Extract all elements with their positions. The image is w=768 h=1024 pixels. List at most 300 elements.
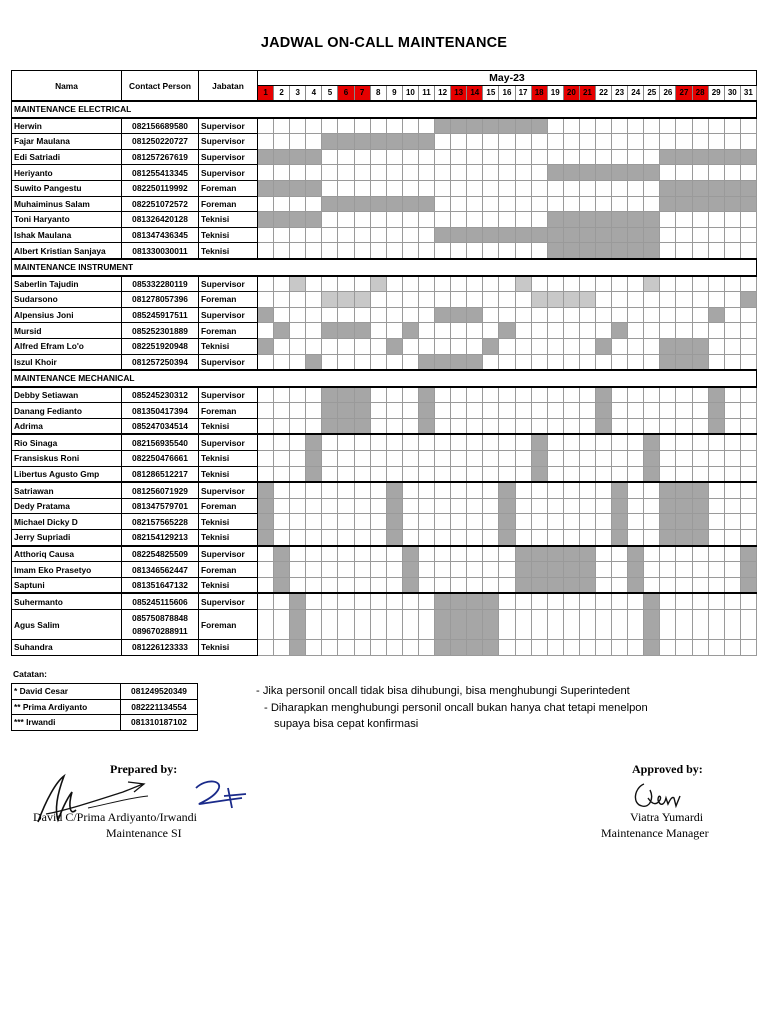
day-cell xyxy=(483,180,499,196)
personnel-phone xyxy=(122,434,199,450)
oncall-cell xyxy=(644,276,660,292)
day-cell xyxy=(692,227,708,243)
day-cell xyxy=(354,466,370,482)
oncall-cell xyxy=(467,640,483,656)
day-cell xyxy=(370,149,386,165)
oncall-cell xyxy=(274,180,290,196)
oncall-cell xyxy=(258,530,274,546)
day-cell xyxy=(418,530,434,546)
oncall-cell xyxy=(418,418,434,434)
day-cell xyxy=(290,514,306,530)
day-cell xyxy=(676,403,692,419)
day-cell xyxy=(515,466,531,482)
day-cell xyxy=(274,482,290,498)
day-cell xyxy=(402,118,418,134)
day-cell xyxy=(306,118,322,134)
day-cell xyxy=(628,514,644,530)
day-cell xyxy=(515,212,531,228)
day-cell xyxy=(547,466,563,482)
day-cell xyxy=(483,196,499,212)
oncall-cell xyxy=(692,498,708,514)
phone-number: 085245230312 xyxy=(132,389,188,400)
day-cell xyxy=(435,418,451,434)
personnel-phone xyxy=(122,640,199,656)
oncall-cell xyxy=(354,323,370,339)
personnel-row xyxy=(12,466,757,482)
day-cell xyxy=(724,118,740,134)
day-cell xyxy=(451,387,467,403)
personnel-row xyxy=(12,118,757,134)
personnel-role: Teknisi xyxy=(199,451,258,467)
day-cell xyxy=(258,227,274,243)
personnel-row xyxy=(12,434,757,450)
day-cell xyxy=(274,418,290,434)
oncall-cell xyxy=(595,165,611,181)
escalation-contact-row xyxy=(12,715,198,731)
oncall-cell xyxy=(628,546,644,562)
day-cell xyxy=(628,593,644,609)
personnel-role: Supervisor xyxy=(199,354,258,370)
oncall-cell xyxy=(354,134,370,150)
day-cell xyxy=(660,546,676,562)
personnel-name: Fajar Maulana xyxy=(12,134,122,150)
personnel-role: Supervisor xyxy=(199,482,258,498)
personnel-role: Teknisi xyxy=(199,466,258,482)
day-cell xyxy=(531,212,547,228)
day-cell xyxy=(451,212,467,228)
oncall-cell xyxy=(418,354,434,370)
day-cell xyxy=(322,451,338,467)
personnel-row xyxy=(12,227,757,243)
oncall-cell xyxy=(547,165,563,181)
day-cell xyxy=(370,482,386,498)
personnel-name: Muhaiminus Salam xyxy=(12,196,122,212)
day-cell xyxy=(467,418,483,434)
header-contact: Contact Person xyxy=(122,71,199,102)
day-cell xyxy=(579,276,595,292)
day-cell xyxy=(290,118,306,134)
day-cell xyxy=(708,482,724,498)
personnel-phone xyxy=(122,451,199,467)
day-cell xyxy=(499,610,515,640)
phone-number: 085247034514 xyxy=(132,421,188,432)
day-cell xyxy=(290,451,306,467)
header-jabatan: Jabatan xyxy=(199,71,258,102)
day-cell xyxy=(258,610,274,640)
section-row xyxy=(12,259,757,276)
oncall-cell xyxy=(676,180,692,196)
remark-2: - Diharapkan menghubungi personil oncall bukan hanya chat tetapi menelpon xyxy=(264,701,648,714)
day-cell xyxy=(483,149,499,165)
day-cell xyxy=(595,149,611,165)
oncall-cell xyxy=(676,149,692,165)
oncall-cell xyxy=(435,610,451,640)
personnel-name: Rio Sinaga xyxy=(12,434,122,450)
oncall-cell xyxy=(595,403,611,419)
day-cell xyxy=(628,640,644,656)
personnel-phone xyxy=(122,118,199,134)
oncall-cell xyxy=(322,403,338,419)
day-cell xyxy=(258,434,274,450)
day-cell xyxy=(386,593,402,609)
day-cell xyxy=(451,418,467,434)
day-cell xyxy=(322,307,338,323)
phone-number: 081278057396 xyxy=(132,294,188,305)
oncall-cell xyxy=(274,562,290,578)
oncall-cell xyxy=(467,354,483,370)
oncall-cell xyxy=(660,498,676,514)
day-cell xyxy=(274,498,290,514)
oncall-cell xyxy=(708,180,724,196)
day-cell xyxy=(579,180,595,196)
oncall-cell xyxy=(451,118,467,134)
day-cell xyxy=(724,498,740,514)
personnel-name: Danang Fedianto xyxy=(12,403,122,419)
oncall-cell xyxy=(467,593,483,609)
day-cell xyxy=(483,165,499,181)
day-cell xyxy=(499,243,515,259)
day-cell xyxy=(418,451,434,467)
day-cell xyxy=(418,307,434,323)
day-cell xyxy=(692,451,708,467)
oncall-cell xyxy=(531,466,547,482)
day-cell xyxy=(467,403,483,419)
day-cell xyxy=(306,562,322,578)
day-cell xyxy=(579,134,595,150)
personnel-row xyxy=(12,451,757,467)
day-cell xyxy=(579,593,595,609)
day-cell xyxy=(338,593,354,609)
day-cell xyxy=(612,577,628,593)
oncall-cell xyxy=(435,307,451,323)
day-cell xyxy=(531,243,547,259)
personnel-row xyxy=(12,212,757,228)
oncall-cell xyxy=(258,212,274,228)
day-cell xyxy=(692,562,708,578)
personnel-name: Dedy Pratama xyxy=(12,498,122,514)
day-cell xyxy=(370,354,386,370)
day-cell xyxy=(483,498,499,514)
day-cell xyxy=(724,243,740,259)
day-header: 13 xyxy=(451,86,467,102)
day-cell xyxy=(531,134,547,150)
oncall-cell xyxy=(354,418,370,434)
oncall-cell xyxy=(724,196,740,212)
day-cell xyxy=(418,640,434,656)
day-cell xyxy=(306,307,322,323)
oncall-cell xyxy=(644,243,660,259)
day-cell xyxy=(418,276,434,292)
day-cell xyxy=(386,451,402,467)
day-cell xyxy=(338,227,354,243)
personnel-role: Foreman xyxy=(199,498,258,514)
day-cell xyxy=(451,546,467,562)
day-cell xyxy=(563,323,579,339)
personnel-phone xyxy=(122,276,199,292)
day-cell xyxy=(547,118,563,134)
day-cell xyxy=(483,577,499,593)
day-cell xyxy=(547,323,563,339)
day-cell xyxy=(499,196,515,212)
oncall-cell xyxy=(258,180,274,196)
day-cell xyxy=(322,227,338,243)
oncall-cell xyxy=(338,418,354,434)
oncall-cell xyxy=(692,514,708,530)
day-cell xyxy=(306,514,322,530)
oncall-cell xyxy=(676,530,692,546)
day-cell xyxy=(724,212,740,228)
day-cell xyxy=(370,546,386,562)
day-cell xyxy=(483,387,499,403)
day-cell xyxy=(418,546,434,562)
day-cell xyxy=(467,434,483,450)
day-cell xyxy=(467,165,483,181)
oncall-cell xyxy=(547,227,563,243)
day-cell xyxy=(370,292,386,308)
day-cell xyxy=(531,307,547,323)
day-cell xyxy=(322,610,338,640)
phone-number: 082251072572 xyxy=(132,198,188,209)
day-cell xyxy=(708,530,724,546)
phone-number: 081250220727 xyxy=(132,136,188,147)
personnel-name: Satriawan xyxy=(12,482,122,498)
day-cell xyxy=(628,434,644,450)
day-header: 31 xyxy=(740,86,756,102)
day-cell xyxy=(676,593,692,609)
phone-number: 082250119992 xyxy=(132,183,188,194)
day-cell xyxy=(435,323,451,339)
day-cell xyxy=(628,498,644,514)
day-cell xyxy=(290,165,306,181)
oncall-cell xyxy=(274,149,290,165)
day-cell xyxy=(579,307,595,323)
day-cell xyxy=(676,292,692,308)
day-cell xyxy=(644,338,660,354)
day-cell xyxy=(595,307,611,323)
day-cell xyxy=(563,149,579,165)
oncall-cell xyxy=(402,134,418,150)
day-cell xyxy=(563,134,579,150)
day-cell xyxy=(258,546,274,562)
personnel-phone xyxy=(122,546,199,562)
day-cell xyxy=(306,276,322,292)
personnel-name: Fransiskus Roni xyxy=(12,451,122,467)
section-title: MAINTENANCE MECHANICAL xyxy=(12,370,757,387)
day-header: 5 xyxy=(322,86,338,102)
oncall-cell xyxy=(612,514,628,530)
personnel-name: Alpensius Joni xyxy=(12,307,122,323)
personnel-role: Teknisi xyxy=(199,530,258,546)
day-cell xyxy=(612,307,628,323)
day-header: 6 xyxy=(338,86,354,102)
oncall-cell xyxy=(402,196,418,212)
day-cell xyxy=(531,276,547,292)
day-cell xyxy=(740,593,756,609)
oncall-cell xyxy=(306,451,322,467)
personnel-role: Foreman xyxy=(199,292,258,308)
oncall-cell xyxy=(740,577,756,593)
oncall-cell xyxy=(595,418,611,434)
personnel-row xyxy=(12,243,757,259)
oncall-cell xyxy=(644,640,660,656)
day-cell xyxy=(676,640,692,656)
day-cell xyxy=(740,134,756,150)
day-cell xyxy=(724,292,740,308)
personnel-row xyxy=(12,593,757,609)
day-cell xyxy=(290,387,306,403)
escalation-phone: 081249520349 xyxy=(121,684,198,700)
day-cell xyxy=(467,134,483,150)
day-cell xyxy=(274,196,290,212)
day-cell xyxy=(628,276,644,292)
day-header: 2 xyxy=(274,86,290,102)
day-cell xyxy=(290,498,306,514)
day-cell xyxy=(724,387,740,403)
oncall-cell xyxy=(386,338,402,354)
day-cell xyxy=(322,546,338,562)
day-cell xyxy=(595,546,611,562)
day-cell xyxy=(547,180,563,196)
header-nama: Nama xyxy=(12,71,122,102)
day-cell xyxy=(258,418,274,434)
day-cell xyxy=(386,610,402,640)
oncall-cell xyxy=(354,387,370,403)
day-cell xyxy=(515,610,531,640)
day-cell xyxy=(708,434,724,450)
day-cell xyxy=(402,593,418,609)
oncall-cell xyxy=(660,180,676,196)
day-cell xyxy=(660,165,676,181)
day-cell xyxy=(290,307,306,323)
day-cell xyxy=(579,610,595,640)
header-month: May-23 xyxy=(258,71,757,86)
day-cell xyxy=(290,134,306,150)
personnel-role: Teknisi xyxy=(199,338,258,354)
day-cell xyxy=(370,498,386,514)
day-cell xyxy=(644,403,660,419)
oncall-cell xyxy=(579,292,595,308)
escalation-contact-row xyxy=(12,684,198,700)
day-cell xyxy=(451,196,467,212)
day-cell xyxy=(676,466,692,482)
oncall-cell xyxy=(402,546,418,562)
day-cell xyxy=(740,323,756,339)
day-cell xyxy=(628,196,644,212)
day-cell xyxy=(579,640,595,656)
day-header: 26 xyxy=(660,86,676,102)
oncall-cell xyxy=(628,227,644,243)
day-cell xyxy=(547,307,563,323)
oncall-cell xyxy=(386,498,402,514)
oncall-cell xyxy=(644,165,660,181)
day-cell xyxy=(515,514,531,530)
day-cell xyxy=(724,514,740,530)
day-cell xyxy=(612,276,628,292)
oncall-cell xyxy=(483,640,499,656)
day-cell xyxy=(499,134,515,150)
oncall-cell xyxy=(322,196,338,212)
oncall-cell xyxy=(660,149,676,165)
personnel-name: Alfred Efram Lo'o xyxy=(12,338,122,354)
day-cell xyxy=(628,149,644,165)
day-cell xyxy=(451,276,467,292)
day-cell xyxy=(322,276,338,292)
day-cell xyxy=(274,354,290,370)
day-cell xyxy=(499,307,515,323)
day-cell xyxy=(274,434,290,450)
oncall-cell xyxy=(740,149,756,165)
day-cell xyxy=(740,482,756,498)
day-cell xyxy=(306,243,322,259)
personnel-role: Foreman xyxy=(199,562,258,578)
oncall-cell xyxy=(708,387,724,403)
day-header: 24 xyxy=(628,86,644,102)
oncall-cell xyxy=(612,243,628,259)
oncall-cell xyxy=(322,134,338,150)
personnel-role: Foreman xyxy=(199,180,258,196)
day-cell xyxy=(354,243,370,259)
oncall-cell xyxy=(563,562,579,578)
day-cell xyxy=(595,610,611,640)
day-cell xyxy=(322,243,338,259)
day-cell xyxy=(676,451,692,467)
day-cell xyxy=(435,149,451,165)
day-cell xyxy=(740,354,756,370)
day-cell xyxy=(740,610,756,640)
day-cell xyxy=(322,514,338,530)
personnel-row xyxy=(12,196,757,212)
day-cell xyxy=(274,403,290,419)
day-cell xyxy=(386,562,402,578)
day-cell xyxy=(435,530,451,546)
personnel-name: Sudarsono xyxy=(12,292,122,308)
day-cell xyxy=(515,165,531,181)
day-cell xyxy=(402,530,418,546)
oncall-cell xyxy=(660,338,676,354)
day-cell xyxy=(660,276,676,292)
day-cell xyxy=(595,593,611,609)
day-cell xyxy=(644,418,660,434)
day-cell xyxy=(515,134,531,150)
day-cell xyxy=(467,530,483,546)
day-cell xyxy=(386,387,402,403)
day-cell xyxy=(595,451,611,467)
day-cell xyxy=(483,451,499,467)
day-cell xyxy=(595,466,611,482)
day-cell xyxy=(515,323,531,339)
header-row xyxy=(12,71,757,86)
oncall-cell xyxy=(612,323,628,339)
day-cell xyxy=(531,323,547,339)
personnel-row xyxy=(12,640,757,656)
oncall-cell xyxy=(499,514,515,530)
day-cell xyxy=(563,482,579,498)
day-header: 25 xyxy=(644,86,660,102)
day-cell xyxy=(724,546,740,562)
day-cell xyxy=(499,593,515,609)
day-cell xyxy=(579,118,595,134)
day-cell xyxy=(660,593,676,609)
day-cell xyxy=(354,276,370,292)
oncall-cell xyxy=(692,180,708,196)
remark-3: supaya bisa cepat konfirmasi xyxy=(274,718,419,730)
day-cell xyxy=(676,387,692,403)
oncall-cell xyxy=(676,514,692,530)
day-cell xyxy=(563,276,579,292)
oncall-cell xyxy=(435,354,451,370)
day-cell xyxy=(306,338,322,354)
day-cell xyxy=(563,514,579,530)
